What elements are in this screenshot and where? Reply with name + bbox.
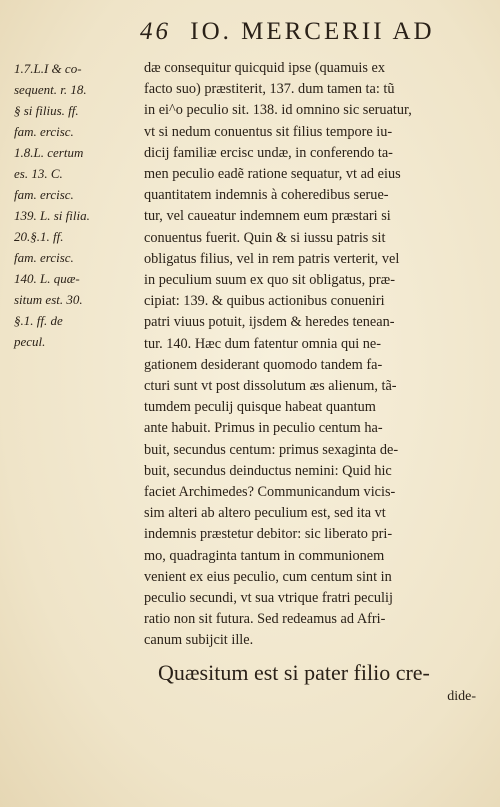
text-line: dicij familiæ ercisc undæ, in conferendo ta- [144, 144, 393, 161]
margin-note: sequent. r. 18. [14, 82, 87, 97]
margin-note: es. 13. C. [14, 166, 63, 181]
page-number: 46 [140, 18, 171, 45]
text-line: obligatus filius, vel in rem patris verterit, vel [144, 250, 400, 267]
catchword: dide- [447, 688, 476, 704]
margin-notes [14, 58, 139, 352]
text-line: sim alteri ab altero peculium est, sed ita vt [144, 505, 386, 522]
text-line: cipiat: 139. & quibus actionibus conueniri [144, 293, 385, 310]
margin-note: 1.7.L.I & co- [14, 61, 82, 76]
text-line: ratio non sit futura. Sed redeamus ad Afri- [144, 611, 386, 628]
margin-note: 139. L. si filia. [14, 208, 90, 223]
margin-note: §.1. ff. de [14, 313, 63, 328]
text-line: peculio secundi, vt sua vtrique fratri peculij [144, 590, 393, 607]
closing-line: Quæsitum est si pater filio cre- [158, 659, 430, 685]
text-line: quantitatem indemnis à coheredibus serue- [144, 187, 389, 204]
text-line: conuentus fuerit. Quin & si iussu patris sit [144, 229, 386, 246]
text-line: indemnis præstetur debitor: sic liberato pri- [144, 526, 393, 543]
margin-note: 140. L. quæ- [14, 271, 80, 286]
text-line: in peculium suum ex quo sit obligatus, præ- [144, 272, 395, 289]
margin-note: 20.§.1. ff. [14, 229, 64, 244]
text-line: tumdem peculij quisque habeat quantum [144, 399, 376, 416]
text-line: tur. 140. Hæc dum fatentur omnia qui ne- [144, 335, 382, 352]
text-line: mo, quadraginta tantum in communionem [144, 547, 385, 564]
text-line: buit, secundus deinductus nemini: Quid hic [144, 462, 392, 479]
text-line: in ei^o peculio sit. 138. id omnino sic seruatur, [144, 102, 412, 119]
text-line: facto suo) præstiterit, 137. dum tamen ta: tũ [144, 81, 395, 98]
text-line: venient ex eius peculio, cum centum sint in [144, 568, 392, 585]
text-line: vt si nedum conuentus sit filius tempore iu- [144, 123, 393, 140]
body-text [144, 58, 476, 652]
margin-note: 1.8.L. certum [14, 145, 84, 160]
text-line: men peculio eadẽ ratione sequatur, vt ad eius [144, 166, 401, 183]
margin-note: fam. ercisc. [14, 187, 74, 202]
margin-note: pecul. [14, 334, 46, 349]
margin-note: § si filius. ff. [14, 103, 79, 118]
text-line: gationem desiderant quomodo tandem fa- [144, 356, 383, 373]
text-line: canum subijcit ille. [144, 632, 254, 649]
margin-note: fam. ercisc. [14, 250, 74, 265]
text-line: cturi sunt vt post dissolutum æs alienum, tã- [144, 378, 397, 395]
text-line: dæ consequitur quicquid ipse (quamuis ex [144, 60, 386, 76]
margin-note: situm est. 30. [14, 292, 83, 307]
text-line: buit, secundus centum: primus sexaginta de- [144, 441, 399, 458]
main-text [144, 58, 476, 706]
running-title: IO. MERCERII AD [190, 18, 435, 45]
margin-note: fam. ercisc. [14, 124, 74, 139]
text-line: patri viuus potuit, ijsdem & heredes tenean- [144, 314, 395, 331]
running-header [140, 18, 460, 46]
text-line: tur, vel caueatur indemnem eum præstari si [144, 208, 391, 225]
text-line: faciet Archimedes? Communicandum vicis- [144, 484, 396, 501]
text-line: ante habuit. Primus in peculio centum ha- [144, 420, 383, 437]
